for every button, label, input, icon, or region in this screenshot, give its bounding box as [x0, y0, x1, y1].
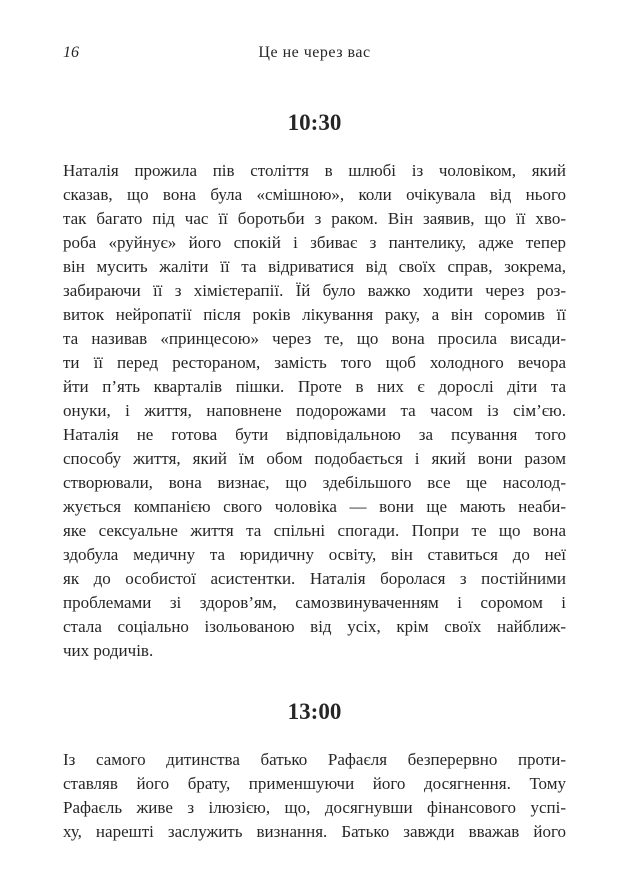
text-line: створювали, вона визнає, що здебільшого все ще насолод- [63, 473, 566, 492]
paragraph-natalia [63, 159, 566, 663]
section-heading-1300: 13:00 [287, 699, 342, 724]
text-line: Із самого дитинства батько Рафаєля безперервно проти- [63, 750, 566, 769]
text-line: як до особистої асистентки. Наталія боролася з постійними [63, 569, 566, 588]
section-heading-1030: 10:30 [287, 110, 342, 135]
text-line: ти її перед рестораном, замість того щоб холодного вечора [63, 353, 566, 372]
text-line: онуки, і життя, наповнене подорожами та часом із сім’єю. [63, 401, 566, 420]
text-line: він мусить жаліти її та відриватися від своїх справ, зокрема, [63, 257, 566, 276]
text-line: роба «руйнує» його спокій і збиває з пантелику, адже тепер [63, 233, 566, 252]
text-line: чих родичів. [63, 641, 154, 660]
paragraph-rafael [63, 748, 566, 844]
text-line: стала соціально ізольованою від усіх, крім своїх найближ- [63, 617, 566, 636]
text-line: Наталія не готова бути відповідальною за псування того [63, 425, 566, 444]
text-line: проблемами зі здоров’ям, самозвинуваченням і соромом і [63, 593, 566, 612]
text-line: способу життя, який їм обом подобається і який вони разом [63, 449, 566, 468]
running-head [63, 42, 566, 64]
text-line: яке сексуальне життя та спільні спогади. Попри те що вона [63, 521, 566, 540]
text-line: Рафаєль живе з ілюзією, що, досягнувши фінансового успі- [63, 798, 566, 817]
text-line: та називав «принцесою» через те, що вона просила висади- [63, 329, 566, 348]
running-header-title: Це не через вас [258, 44, 371, 61]
text-line: так багато під час її боротьби з раком. Він заявив, що її хво- [63, 209, 566, 228]
text-line: йти п’ять кварталів пішки. Проте в них є дорослі діти та [63, 377, 566, 396]
page-number: 16 [63, 44, 79, 61]
text-line: Наталія прожила пів століття в шлюбі із чоловіком, який [63, 161, 566, 180]
text-line: ставляв його брату, применшуючи його досягнення. Тому [63, 774, 566, 793]
text-line: жується компанією свого чоловіка — вони ще мають неаби- [63, 497, 566, 516]
text-line: виток нейропатії після років лікування раку, а він соромив її [63, 305, 566, 324]
text-line: забираючи її з хімієтерапії. Їй було важко ходити через роз- [63, 281, 566, 300]
text-line: здобула медичну та юридичну освіту, він ставиться до неї [63, 545, 566, 564]
text-line: сказав, що вона була «смішною», коли очікувала від нього [63, 185, 566, 204]
text-line: ху, нарешті заслужить визнання. Батько завжди вважав його [63, 822, 566, 841]
